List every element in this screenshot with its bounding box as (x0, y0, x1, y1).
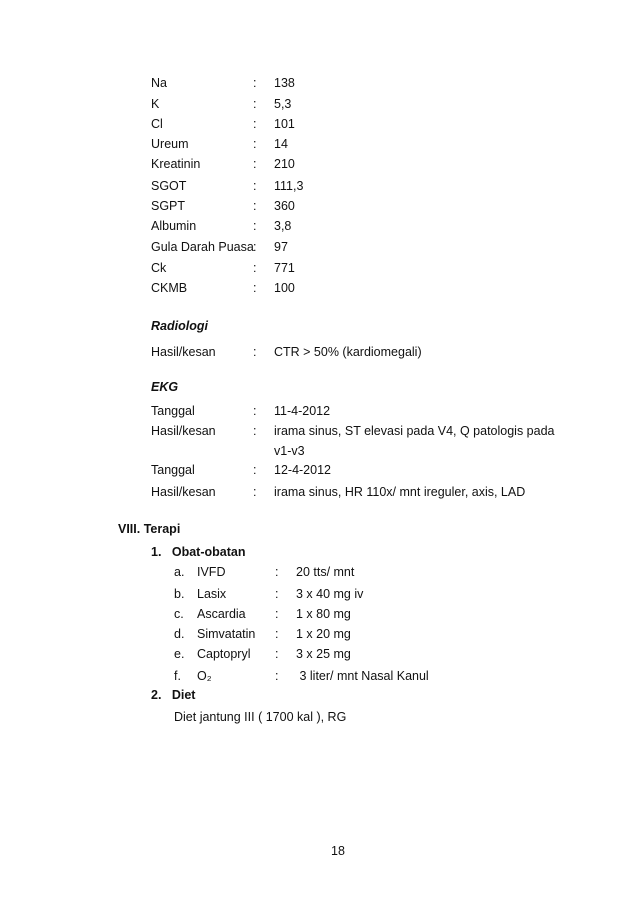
obat-letter: b. (174, 587, 185, 601)
obat-dose: 1 x 80 mg (296, 607, 351, 621)
obat-name: Ascardia (197, 607, 246, 621)
lab-value: 14 (274, 137, 288, 151)
lab-label: Ureum (151, 137, 189, 151)
lab-separator: : (253, 219, 257, 233)
obat-separator: : (275, 587, 279, 601)
lab-label: K (151, 97, 160, 111)
lab-separator: : (253, 76, 257, 90)
lab-label: SGOT (151, 179, 187, 193)
obat-name: Simvatatin (197, 627, 256, 641)
lab-label: SGPT (151, 199, 186, 213)
lab-value: 100 (274, 281, 295, 295)
lab-separator: : (253, 179, 257, 193)
terapi-heading: VIII. Terapi (118, 522, 181, 536)
lab-value: 3,8 (274, 219, 292, 233)
radiologi-separator: : (253, 345, 257, 359)
lab-value: 5,3 (274, 97, 292, 111)
obat-separator: : (275, 669, 279, 683)
lab-label: Kreatinin (151, 157, 201, 171)
obat-dose: 3 x 40 mg iv (296, 587, 364, 601)
ekg-value: irama sinus, HR 110x/ mnt ireguler, axis, LAD (274, 485, 526, 499)
obat-dose: 3 liter/ mnt Nasal Kanul (296, 669, 429, 683)
lab-value: 111,3 (274, 179, 304, 193)
obat-name: IVFD (197, 565, 226, 579)
obat-letter: d. (174, 627, 185, 641)
lab-label: CKMB (151, 281, 188, 295)
lab-value: 360 (274, 199, 295, 213)
diet-text: Diet jantung III ( 1700 kal ), RG (174, 710, 347, 724)
ekg-value-continued: v1-v3 (274, 444, 305, 458)
lab-separator: : (253, 281, 257, 295)
lab-separator: : (253, 240, 257, 254)
obat-letter: c. (174, 607, 184, 621)
lab-label: Na (151, 76, 167, 90)
ekg-separator: : (253, 463, 257, 477)
ekg-label: Tanggal (151, 404, 195, 418)
ekg-separator: : (253, 424, 257, 438)
lab-value: 97 (274, 240, 288, 254)
ekg-value: 12-4-2012 (274, 463, 331, 477)
ekg-separator: : (253, 485, 257, 499)
diet-heading: 2. Diet (151, 688, 196, 702)
obat-dose: 3 x 25 mg (296, 647, 351, 661)
lab-label: Gula Darah Puasa (151, 240, 254, 254)
lab-label: Cl (151, 117, 163, 131)
page-number: 18 (331, 844, 345, 858)
ekg-separator: : (253, 404, 257, 418)
lab-separator: : (253, 157, 257, 171)
radiologi-label: Hasil/kesan (151, 345, 216, 359)
obat-dose: 1 x 20 mg (296, 627, 351, 641)
radiologi-heading: Radiologi (151, 319, 208, 333)
lab-value: 138 (274, 76, 295, 90)
obat-separator: : (275, 607, 279, 621)
obat-dose: 20 tts/ mnt (296, 565, 355, 579)
obat-letter: a. (174, 565, 185, 579)
lab-separator: : (253, 97, 257, 111)
ekg-value: 11-4-2012 (274, 404, 331, 418)
ekg-heading: EKG (151, 380, 179, 394)
lab-label: Ck (151, 261, 167, 275)
lab-separator: : (253, 117, 257, 131)
obat-separator: : (275, 647, 279, 661)
ekg-label: Hasil/kesan (151, 485, 216, 499)
obat-separator: : (275, 627, 279, 641)
lab-separator: : (253, 261, 257, 275)
lab-value: 101 (274, 117, 295, 131)
lab-separator: : (253, 137, 257, 151)
ekg-value: irama sinus, ST elevasi pada V4, Q patologis pada (274, 424, 555, 438)
radiologi-value: CTR > 50% (kardiomegali) (274, 345, 422, 359)
obat-letter: e. (174, 647, 185, 661)
obat-letter: f. (174, 669, 181, 683)
obat-name: O₂ (197, 669, 212, 683)
lab-value: 771 (274, 261, 295, 275)
obat-name: Lasix (197, 587, 227, 601)
obat-separator: : (275, 565, 279, 579)
ekg-label: Hasil/kesan (151, 424, 216, 438)
ekg-label: Tanggal (151, 463, 195, 477)
lab-label: Albumin (151, 219, 197, 233)
obat-heading: 1. Obat-obatan (151, 545, 246, 559)
obat-name: Captopryl (197, 647, 251, 661)
lab-value: 210 (274, 157, 295, 171)
lab-separator: : (253, 199, 257, 213)
